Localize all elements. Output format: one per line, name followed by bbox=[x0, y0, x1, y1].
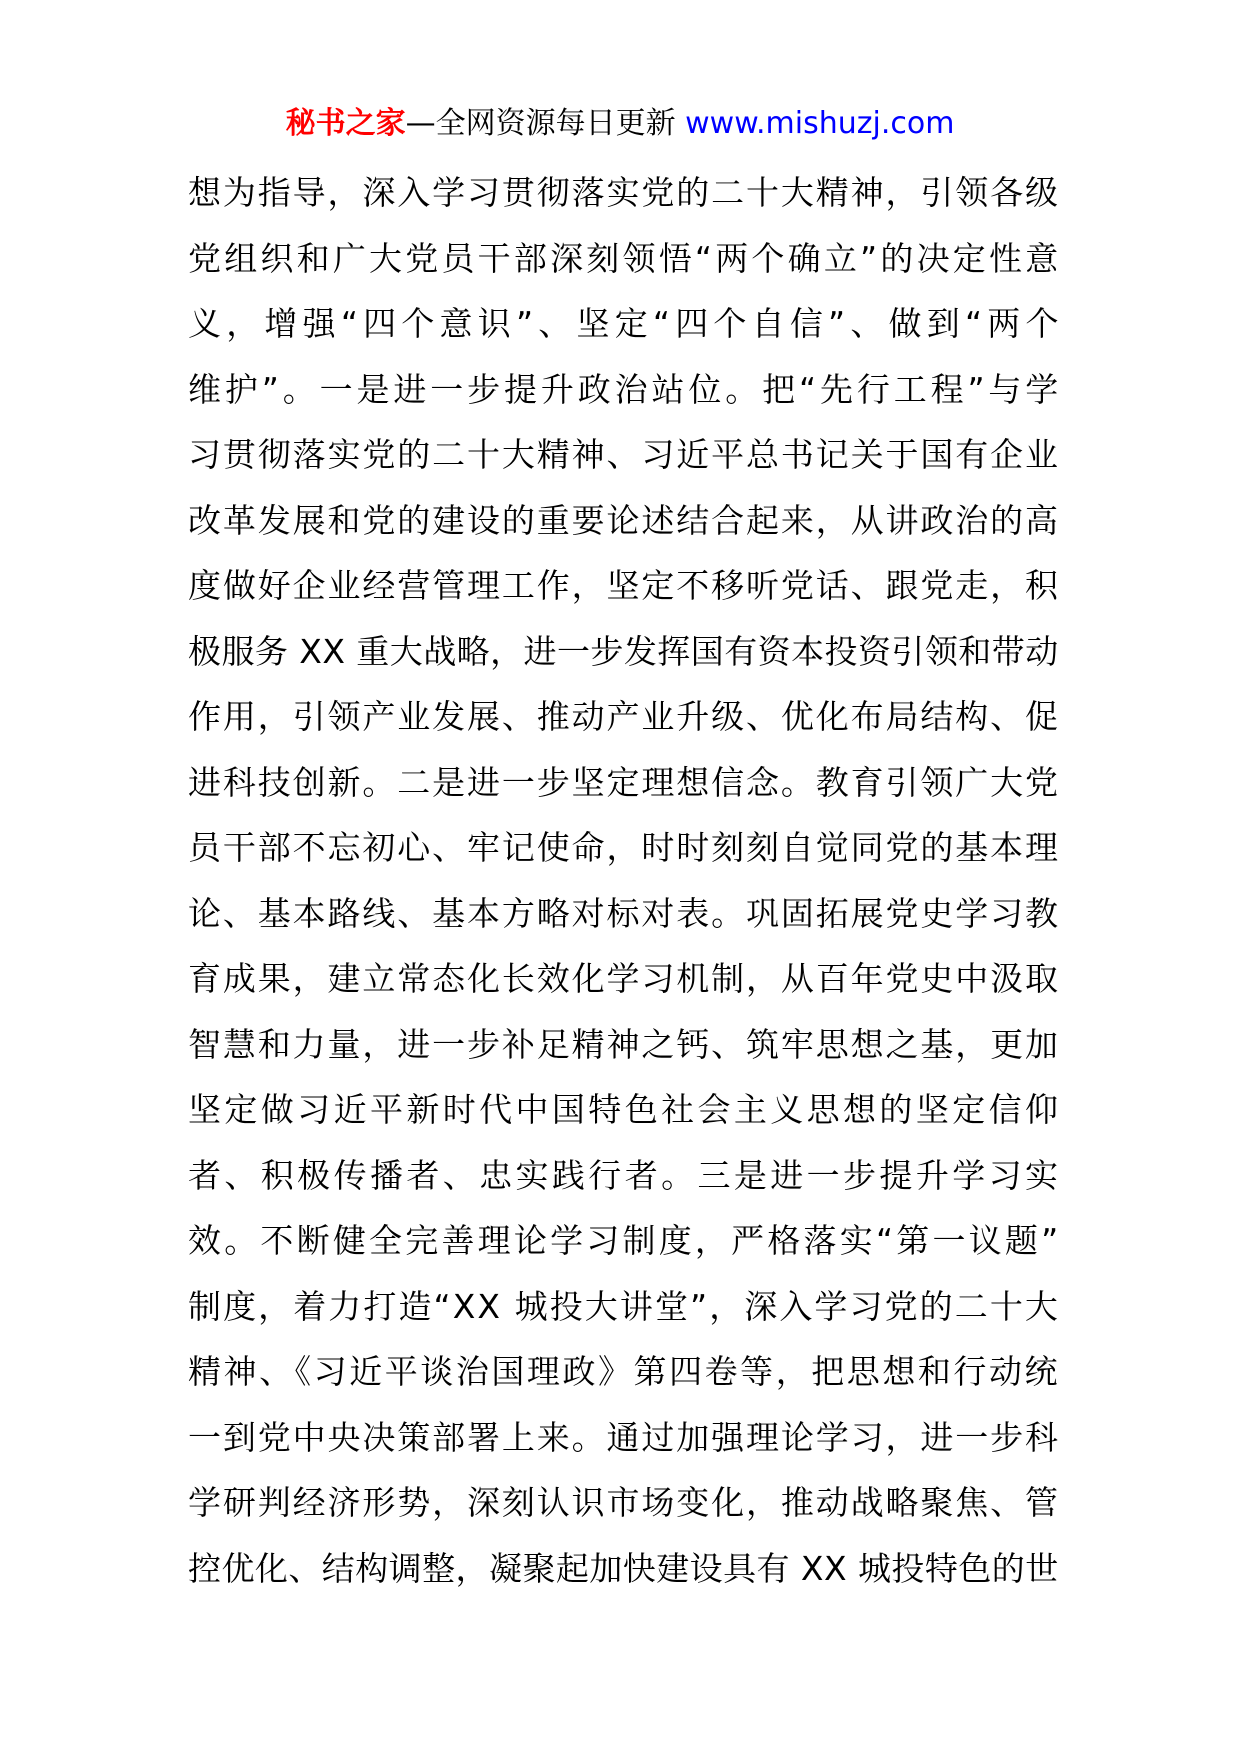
text-line: 义，增强“四个意识”、坚定“四个自信”、做到“两个 bbox=[188, 304, 1064, 343]
text-line: 维护”。一是进一步提升政治站位。把“先行工程”与学 bbox=[188, 369, 1063, 409]
text-line: 极服务 XX 重大战略，进一步发挥国有资本投资引领和带动 bbox=[188, 631, 1059, 671]
text-line: 控优化、结构调整，凝聚起加快建设具有 XX 城投特色的世 bbox=[188, 1548, 1059, 1588]
text-line: 效。不断健全完善理论学习制度，严格落实“第一议题” bbox=[188, 1221, 1062, 1260]
page-header bbox=[0, 100, 1240, 148]
text-line: 坚定做习近平新时代中国特色社会主义思想的坚定信仰 bbox=[188, 1090, 1062, 1129]
text-line: 党组织和广大党员干部深刻领悟“两个确立”的决定性意 bbox=[188, 238, 1062, 278]
text-line: 育成果，建立常态化长效化学习机制，从百年党史中汲取 bbox=[188, 959, 1060, 998]
text-line: 学研判经济形势，深刻认识市场变化，推动战略聚焦、管 bbox=[188, 1483, 1060, 1522]
text-line: 度做好企业经营管理工作，坚定不移听党话、跟党走，积 bbox=[188, 566, 1060, 605]
text-line: 作用，引领产业发展、推动产业升级、优化布局结构、促 bbox=[188, 697, 1060, 736]
header-tagline: —全网资源每日更新 bbox=[405, 106, 676, 141]
text-line: 精神、《习近平谈治国理政》第四卷等，把思想和行动统 bbox=[188, 1352, 1061, 1391]
text-line: 制度，着力打造“XX 城投大讲堂”，深入学习党的二十大 bbox=[188, 1286, 1060, 1326]
text-line: 一到党中央决策部署上来。通过加强理论学习，进一步科 bbox=[188, 1417, 1060, 1457]
text-line: 智慧和力量，进一步补足精神之钙、筑牢思想之基，更加 bbox=[188, 1024, 1060, 1064]
text-line: 想为指导，深入学习贯彻落实党的二十大精神，引领各级 bbox=[188, 173, 1060, 212]
text-line: 论、基本路线、基本方略对标对表。巩固拓展党史学习教 bbox=[188, 893, 1060, 933]
text-line: 习贯彻落实党的二十大精神、习近平总书记关于国有企业 bbox=[188, 435, 1060, 474]
text-line: 者、积极传播者、忠实践行者。三是进一步提升学习实 bbox=[188, 1155, 1062, 1195]
header-url-link[interactable]: www.mishuzj.com bbox=[685, 106, 955, 141]
text-line: 进科技创新。二是进一步坚定理想信念。教育引领广大党 bbox=[188, 762, 1060, 802]
document-body bbox=[188, 160, 1064, 1601]
header-brand: 秘书之家 bbox=[285, 106, 406, 141]
text-line: 改革发展和党的建设的重要论述结合起来，从讲政治的高 bbox=[188, 500, 1060, 540]
text-line: 员干部不忘初心、牢记使命，时时刻刻自觉同党的基本理 bbox=[188, 828, 1060, 867]
